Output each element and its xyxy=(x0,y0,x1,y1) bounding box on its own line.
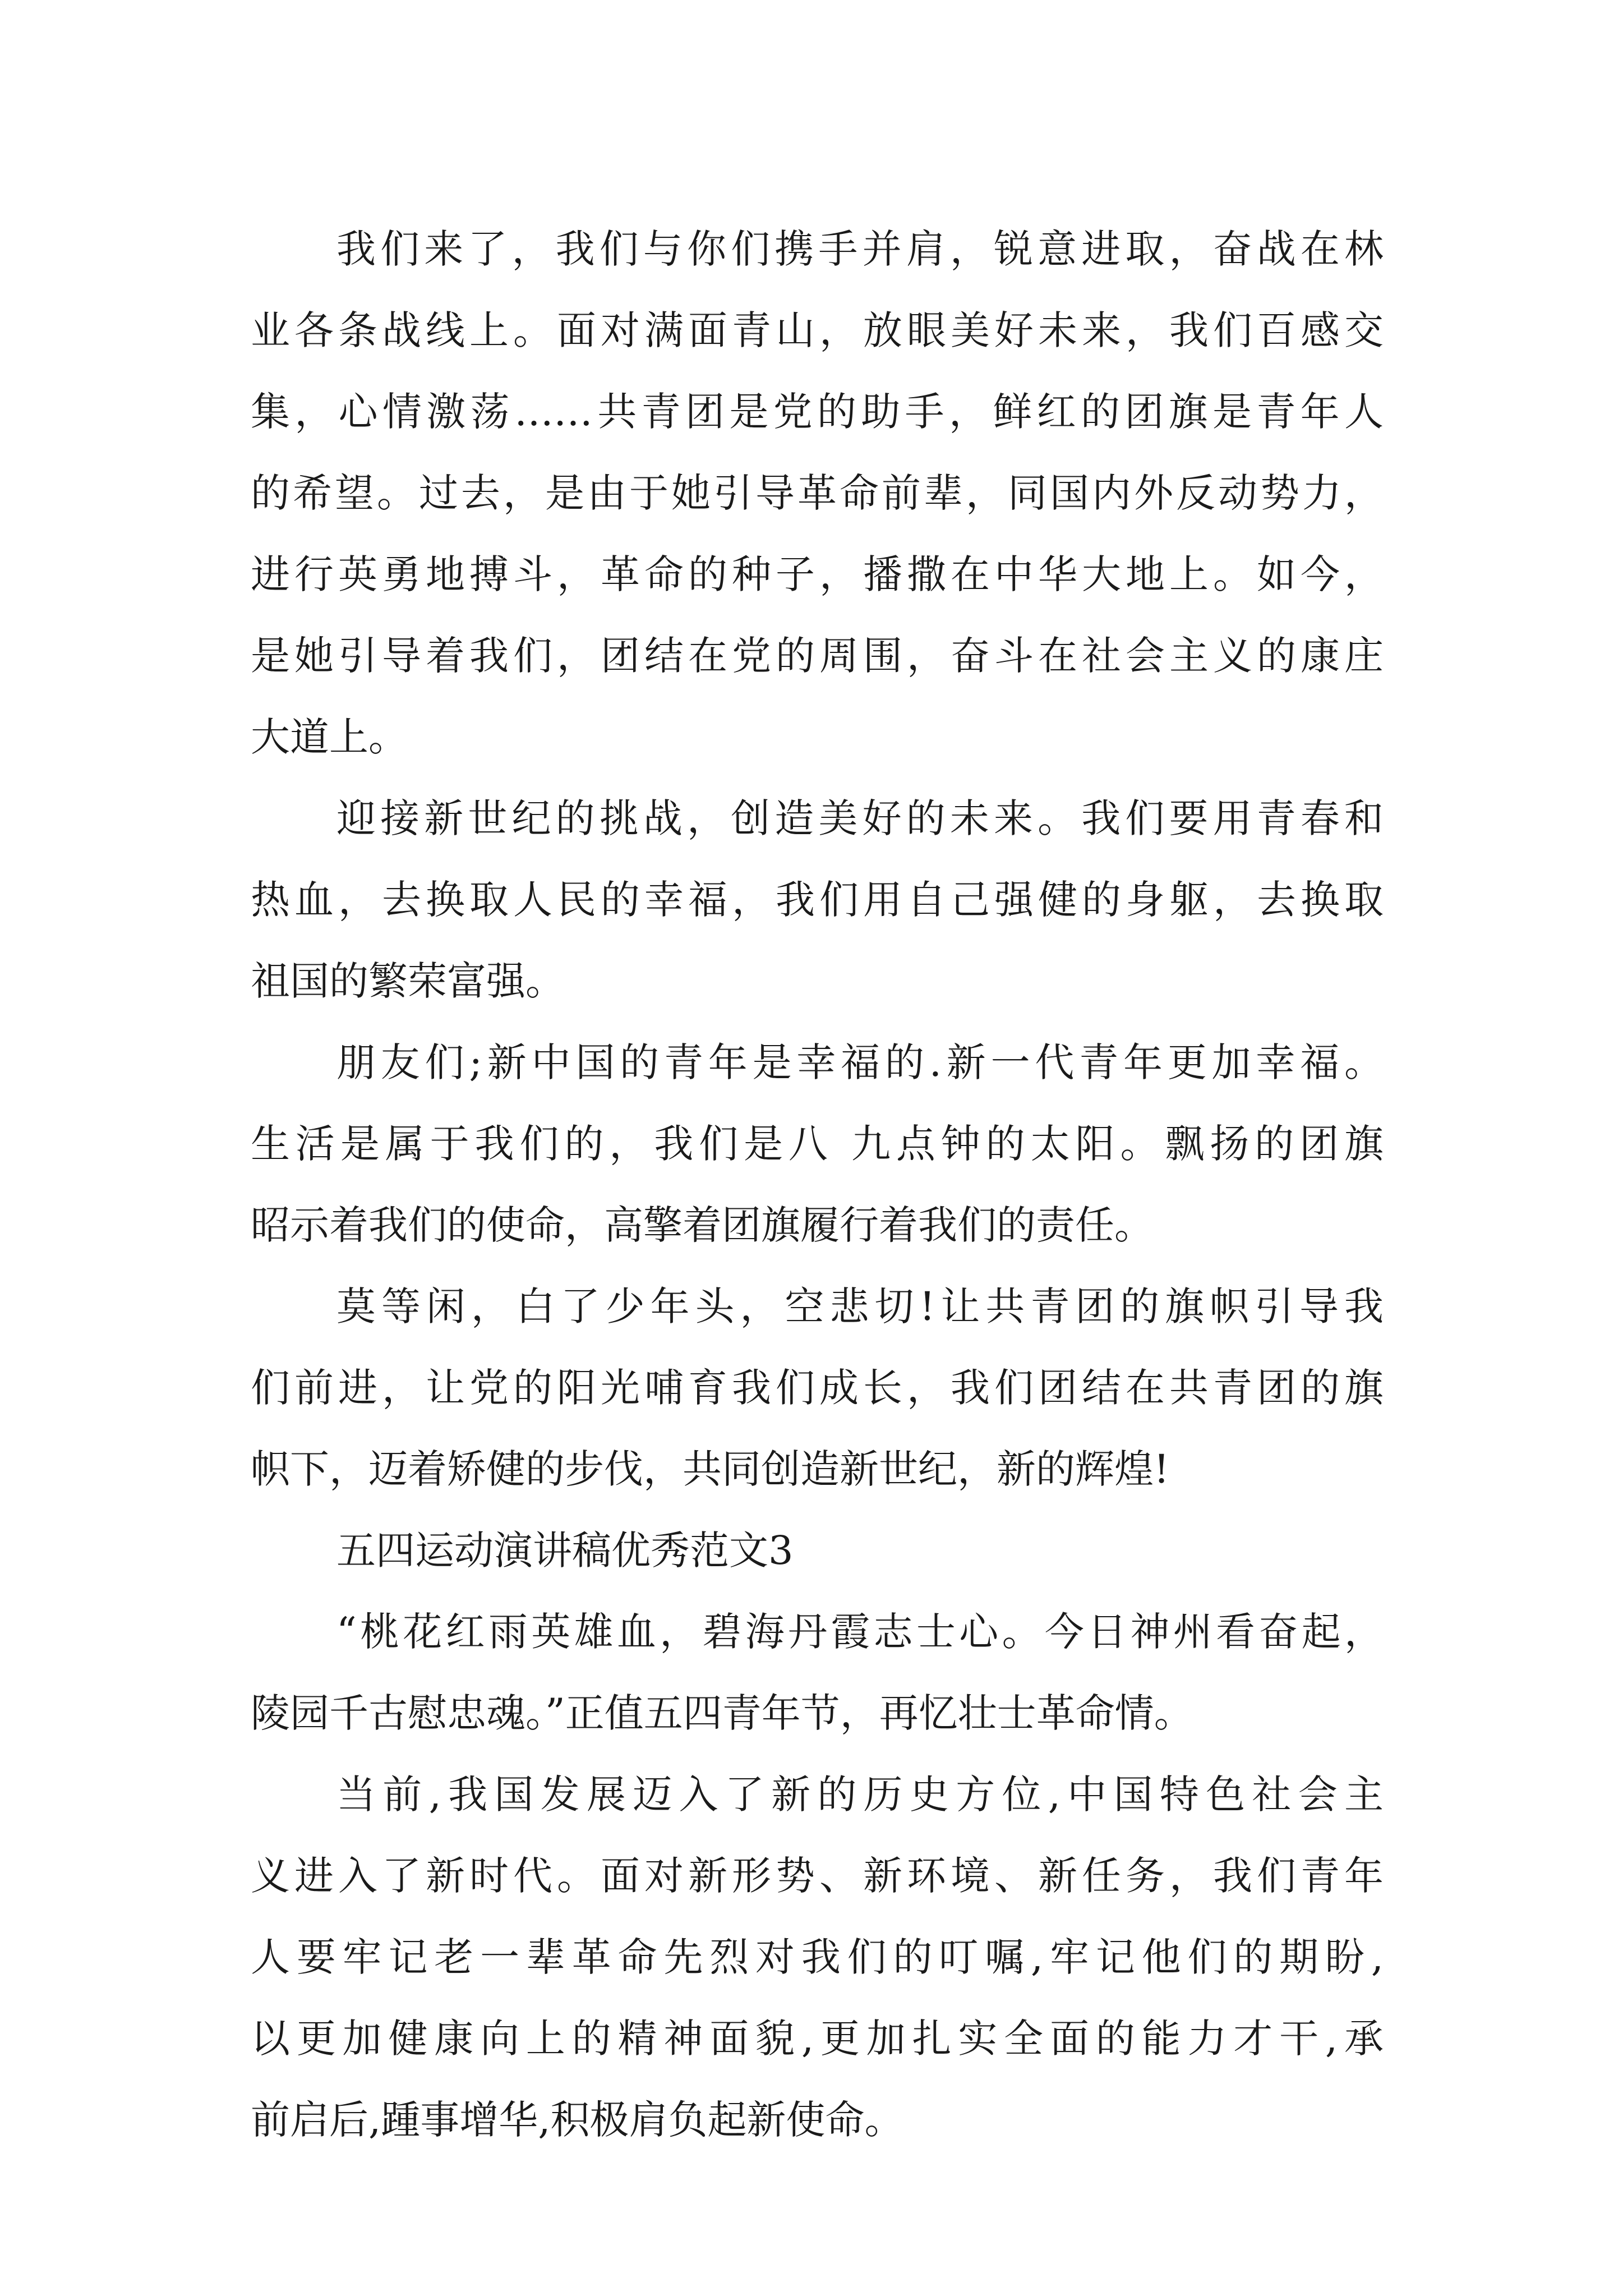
paragraph-5-line-2: 陵园千古慰忠魂。”正值五四青年节，再忆壮士革命情。 xyxy=(251,1690,1193,1736)
paragraph-2-line-3: 祖国的繁荣富强。 xyxy=(251,958,565,1004)
paragraph-1-line-6: 是她引导着我们，团结在党的周围，奋斗在社会主义的康庄 xyxy=(251,633,1384,679)
section-heading: 五四运动演讲稿优秀范文3 xyxy=(336,1527,794,1573)
paragraph-1-line-2: 业各条战线上。面对满面青山，放眼美好未来，我们百感交 xyxy=(251,307,1384,353)
paragraph-1-line-1: 我们来了，我们与你们携手并肩，锐意进取，奋战在林 xyxy=(336,226,1384,272)
paragraph-1-line-3: 集，心情激荡……共青团是党的助手，鲜红的团旗是青年人 xyxy=(251,389,1384,435)
paragraph-3-line-1: 朋友们;新中国的青年是幸福的.新一代青年更加幸福。 xyxy=(336,1039,1384,1085)
paragraph-2-line-2: 热血，去换取人民的幸福，我们用自己强健的身躯，去换取 xyxy=(251,877,1384,923)
paragraph-2-line-1: 迎接新世纪的挑战，创造美好的未来。我们要用青春和 xyxy=(336,795,1384,841)
paragraph-6-line-4: 以更加健康向上的精神面貌,更加扎实全面的能力才干,承 xyxy=(251,2016,1384,2062)
paragraph-6-line-5: 前启后,踵事增华,积极肩负起新使命。 xyxy=(251,2097,904,2143)
paragraph-5-line-1: “桃花红雨英雄血，碧海丹霞志士心。今日神州看奋起， xyxy=(336,1609,1384,1655)
paragraph-4-line-3: 帜下，迈着矫健的步伐，共同创造新世纪，新的辉煌! xyxy=(251,1446,1170,1492)
document-body xyxy=(251,209,1384,2161)
paragraph-6-line-3: 人要牢记老一辈革命先烈对我们的叮嘱,牢记他们的期盼, xyxy=(251,1934,1384,1980)
paragraph-4-line-2: 们前进，让党的阳光哺育我们成长，我们团结在共青团的旗 xyxy=(251,1365,1384,1411)
paragraph-3-line-3: 昭示着我们的使命，高擎着团旗履行着我们的责任。 xyxy=(251,1202,1154,1248)
paragraph-1-line-5: 进行英勇地搏斗，革命的种子，播撒在中华大地上。如今， xyxy=(251,551,1384,597)
paragraph-6-line-1: 当前,我国发展迈入了新的历史方位,中国特色社会主 xyxy=(336,1772,1384,1818)
paragraph-1-line-7: 大道上。 xyxy=(251,714,408,760)
paragraph-6-line-2: 义进入了新时代。面对新形势、新环境、新任务，我们青年 xyxy=(251,1853,1384,1899)
paragraph-4-line-1: 莫等闲，白了少年头，空悲切!让共青团的旗帜引导我 xyxy=(336,1283,1384,1329)
paragraph-1-line-4: 的希望。过去，是由于她引导革命前辈，同国内外反动势力， xyxy=(251,470,1384,516)
paragraph-3-line-2: 生活是属于我们的，我们是八 九点钟的太阳。飘扬的团旗 xyxy=(251,1121,1384,1167)
